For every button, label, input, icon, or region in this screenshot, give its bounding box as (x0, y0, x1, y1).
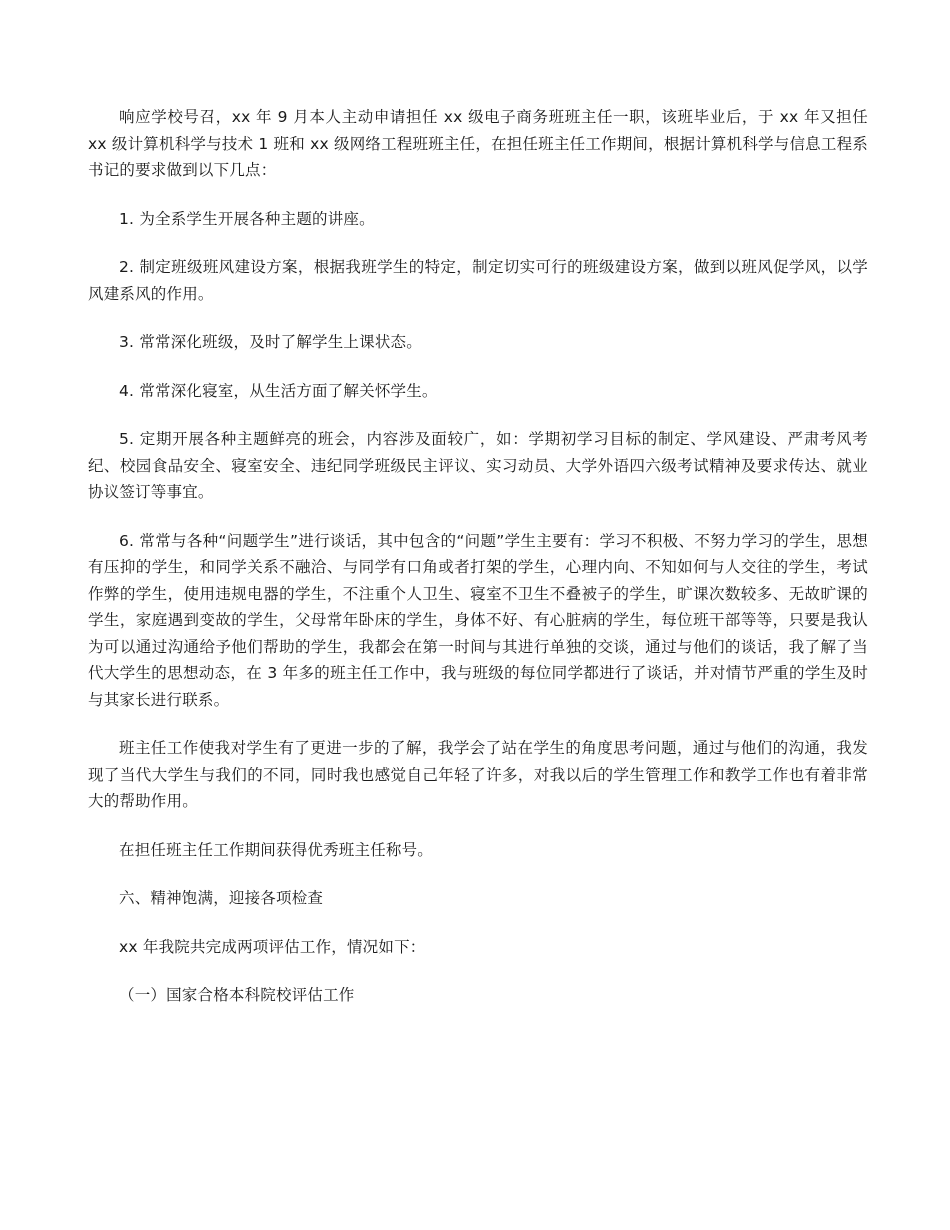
paragraph-item-6: 6. 常常与各种“问题学生”进行谈话，其中包含的“问题”学生主要有：学习不积极、不努力学习的学生，思想有压抑的学生，和同学关系不融洽、与同学有口角或者打架的学生，心理内向、不知如何与人交往的学生，考试作弊的学生，使用违规电器的学生，不注重个人卫生、寝室不卫生不叠被子的学生，旷课次数较多、无故旷课的学生，家庭遇到变故的学生，父母常年卧床的学生，身体不好、有心脏病的学生，每位班干部等等，只要是我认为可以通过沟通给予他们帮助的学生，我都会在第一时间与其进行单独的交谈，通过与他们的谈话，我了解了当代大学生的思想动态，在 3 年多的班主任工作中，我与班级的每位同学都进行了谈话，并对情节严重的学生及时与其家长进行联系。 (88, 531, 868, 709)
paragraph-item-1: 1. 为全系学生开展各种主题的讲座。 (119, 209, 375, 228)
section-heading: 六、精神饱满，迎接各项检查 (119, 889, 324, 907)
paragraph-summary: 班主任工作使我对学生有了更进一步的了解，我学会了站在学生的角度思考问题，通过与他们的沟通，我发现了当代大学生与我们的不同，同时我也感觉自己年轻了许多，对我以后的学生管理工作和教学工作也有着非常大的帮助作用。 (88, 739, 868, 810)
paragraph-evaluation-intro: xx 年我院共完成两项评估工作，情况如下： (119, 937, 426, 956)
subsection-heading: （一）国家合格本科院校评估工作 (119, 986, 355, 1004)
paragraph-item-3: 3. 常常深化班级，及时了解学生上课状态。 (119, 333, 422, 351)
paragraph-item-2: 2. 制定班级班风建设方案，根据我班学生的特定，制定切实可行的班级建设方案，做到以班风促学风，以学风建系风的作用。 (88, 258, 868, 303)
document-body (88, 104, 868, 1031)
paragraph-item-5: 5. 定期开展各种主题鲜亮的班会，内容涉及面较广，如：学期初学习目标的制定、学风建设、严肃考风考纪、校园食品安全、寝室安全、违纪同学班级民主评议、实习动员、大学外语四六级考试精神及要求传达、就业协议签订等事宜。 (88, 430, 868, 501)
paragraph-award: 在担任班主任工作期间获得优秀班主任称号。 (119, 840, 434, 859)
paragraph-intro: 响应学校号召，xx 年 9 月本人主动申请担任 xx 级电子商务班班主任一职，该班毕业后，于 xx 年又担任 xx 级计算机科学与技术 1 班和 xx 级网络工程班班主任，在担任班主任工作期间，根据计算机科学与信息工程系书记的要求做到以下几点： (88, 108, 868, 179)
paragraph-item-4: 4. 常常深化寝室，从生活方面了解关怀学生。 (119, 381, 438, 400)
